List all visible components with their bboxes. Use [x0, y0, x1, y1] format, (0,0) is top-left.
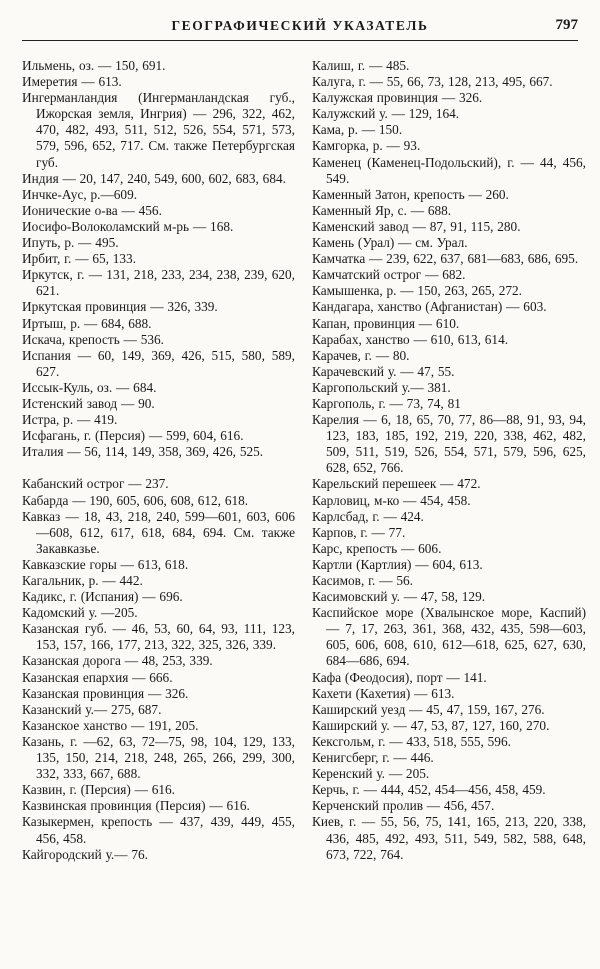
index-entry: Каширский у. — 47, 53, 87, 127, 160, 270.	[312, 717, 550, 733]
index-entry: Кексгольм, г. — 433, 518, 555, 596.	[312, 733, 511, 749]
index-entry: Иркутская провинция — 326, 339.	[22, 299, 218, 315]
index-entry: Калиш, г. — 485.	[312, 58, 410, 73]
index-entry: Кандагара, ханство (Афганистан) — 603.	[312, 299, 547, 315]
index-entry: Карловиц, м-ко — 454, 458.	[312, 492, 471, 508]
index-entry: Керенский у. — 205.	[312, 766, 430, 782]
index-entry: Каспийское море (Хвалынское море, Каспий) — 7, 17, 263, 361, 368, 432, 435, 598—603, 605, 606, 608, 610, 612—618, 625, 627, 630, 684—686, 694.	[312, 605, 586, 669]
index-entry: Ильмень, оз. — 150, 691.	[22, 58, 166, 73]
index-entry: Кавказские горы — 613, 618.	[22, 556, 189, 572]
index-entry: Кабарда — 190, 605, 606, 608, 612, 618.	[22, 492, 249, 508]
index-entry: Кайгородский у.— 76.	[22, 846, 148, 862]
index-entry: Калужский у. — 129, 164.	[312, 106, 460, 122]
index-entry: Карабах, ханство — 610, 613, 614.	[312, 331, 509, 347]
index-entry: Казань, г. —62, 63, 72—75, 98, 104, 129, 133, 135, 150, 214, 218, 248, 265, 266, 299, 300, 332, 333, 667, 688.	[22, 733, 295, 782]
index-entry: Каменский завод — 87, 91, 115, 280.	[312, 218, 521, 234]
index-entry: Индия — 20, 147, 240, 549, 600, 602, 683, 684.	[22, 170, 286, 186]
index-entry: Имеретия — 613.	[22, 74, 122, 90]
index-entry: Искача, крепость — 536.	[22, 331, 164, 347]
index-entry: Иосифо-Волоколамский м-рь — 168.	[22, 218, 234, 234]
header-title: ГЕОГРАФИЧЕСКИЙ УКАЗАТЕЛЬ	[171, 18, 429, 33]
index-entry: Ирбит, г. — 65, 133.	[22, 251, 137, 267]
index-entry: Кенигсберг, г. — 446.	[312, 750, 434, 766]
index-entry: Ионические о-ва — 456.	[22, 202, 162, 218]
left-column	[22, 58, 295, 863]
index-entry: Кама, р. — 150.	[312, 122, 403, 138]
index-entry: Казанская епархия — 666.	[22, 669, 173, 685]
index-entry: Карлсбад, г. — 424.	[312, 508, 424, 524]
index-entry: Камчатский острог — 682.	[312, 267, 466, 283]
page-number: 797	[555, 17, 578, 33]
index-entry: Истра, р. — 419.	[22, 412, 118, 428]
index-entry: Киев, г. — 55, 56, 75, 141, 165, 213, 220, 338, 436, 485, 492, 493, 511, 549, 582, 588, 648, 673, 722, 764.	[312, 814, 586, 862]
index-entry: Камень (Урал) — см. Урал.	[312, 235, 468, 251]
index-entry: Казвинская провинция (Персия) — 616.	[22, 798, 250, 814]
index-entry: Кадомский у. —205.	[22, 605, 138, 621]
index-entry: Касимовский у. — 47, 58, 129.	[312, 589, 486, 605]
index-entry: Казанская провинция — 326.	[22, 685, 189, 701]
index-entry: Кафа (Феодосия), порт — 141.	[312, 669, 487, 685]
right-column	[312, 58, 586, 863]
index-entry: Каменный Яр, с. — 688.	[312, 202, 452, 218]
index-entry: Испания — 60, 149, 369, 426, 515, 580, 589, 627.	[22, 347, 295, 379]
index-entry: Керченский пролив — 456, 457.	[312, 798, 495, 814]
index-entry: Калужская провинция — 326.	[312, 90, 483, 106]
running-header	[22, 14, 578, 41]
index-entry: Ингерманландия (Ингерманландская губ., Ижорская земля, Ингрия) — 296, 322, 462, 470, 482, 493, 511, 512, 526, 554, 571, 573, 579, 596, 652, 717. См. также Петербургская губ.	[22, 90, 295, 170]
index-entry: Камчатка — 239, 622, 637, 681—683, 686, 695.	[312, 251, 579, 267]
index-entry: Италия — 56, 114, 149, 358, 369, 426, 525.	[22, 444, 264, 460]
index-entry: Кабанский острог — 237.	[22, 476, 169, 492]
index-entry: Капан, провинция — 610.	[312, 315, 460, 331]
index-entry: Иркутск, г. — 131, 218, 233, 234, 238, 239, 620, 621.	[22, 267, 295, 299]
index-entry: Кагальник, р. — 442.	[22, 573, 143, 588]
index-entry: Кадикс, г. (Испания) — 696.	[22, 589, 183, 605]
index-entry: Кахети (Кахетия) — 613.	[312, 685, 455, 701]
index-entry: Картли (Картлия) — 604, 613.	[312, 556, 483, 572]
index-entry: Казанская губ. — 46, 53, 60, 64, 93, 111, 123, 153, 157, 166, 177, 213, 322, 325, 326, 339.	[22, 621, 295, 653]
index-entry: Каменец (Каменец-Подольский), г. — 44, 456, 549.	[312, 154, 586, 186]
index-entry: Исфагань, г. (Персия) — 599, 604, 616.	[22, 428, 244, 444]
index-entry: Камышенка, р. — 150, 263, 265, 272.	[312, 283, 522, 299]
index-entry: Казанское ханство — 191, 205.	[22, 717, 199, 733]
index-entry: Карельский перешеек — 472.	[312, 476, 481, 492]
index-entry: Карпов, г. — 77.	[312, 524, 406, 540]
index-entry: Каргополь, г. — 73, 74, 81	[312, 395, 461, 411]
index-entry: Кавказ — 18, 43, 218, 240, 599—601, 603, 606—608, 612, 617, 618, 684, 694. См. также Закавказье.	[22, 508, 295, 556]
index-entry: Карс, крепость — 606.	[312, 540, 442, 556]
index-entry: Казанский у.— 275, 687.	[22, 701, 162, 717]
index-entry: Казыкермен, крепость — 437, 439, 449, 455, 456, 458.	[22, 814, 295, 846]
index-entry: Каменный Затон, крепость — 260.	[312, 186, 509, 202]
index-entry: Карачевский у. — 47, 55.	[312, 363, 455, 379]
index-entry: Калуга, г. — 55, 66, 73, 128, 213, 495, 667.	[312, 74, 553, 90]
section-spacer	[22, 460, 295, 476]
index-entry: Карачев, г. — 80.	[312, 347, 410, 363]
index-entry: Камгорка, р. — 93.	[312, 138, 421, 154]
index-entry: Керчь, г. — 444, 452, 454—456, 458, 459.	[312, 782, 546, 798]
index-entry: Ипуть, р. — 495.	[22, 235, 119, 251]
index-entry: Карелия — 6, 18, 65, 70, 77, 86—88, 91, 93, 94, 123, 183, 185, 192, 219, 220, 338, 462, 482, 509, 511, 519, 526, 554, 571, 579, 596, 625, 628, 652, 766.	[312, 412, 586, 476]
index-entry: Касимов, г. — 56.	[312, 573, 413, 588]
index-entry: Иртыш, р. — 684, 688.	[22, 315, 152, 331]
index-entry: Каргопольский у.— 381.	[312, 379, 451, 395]
index-entry: Казвин, г. (Персия) — 616.	[22, 782, 175, 798]
index-entry: Иссык-Куль, оз. — 684.	[22, 379, 157, 395]
index-entry: Инчке-Аус, р.—609.	[22, 186, 138, 202]
index-entry: Казанская дорога — 48, 253, 339.	[22, 653, 213, 669]
index-entry: Истенский завод — 90.	[22, 395, 155, 411]
index-entry: Каширский уезд — 45, 47, 159, 167, 276.	[312, 701, 545, 717]
